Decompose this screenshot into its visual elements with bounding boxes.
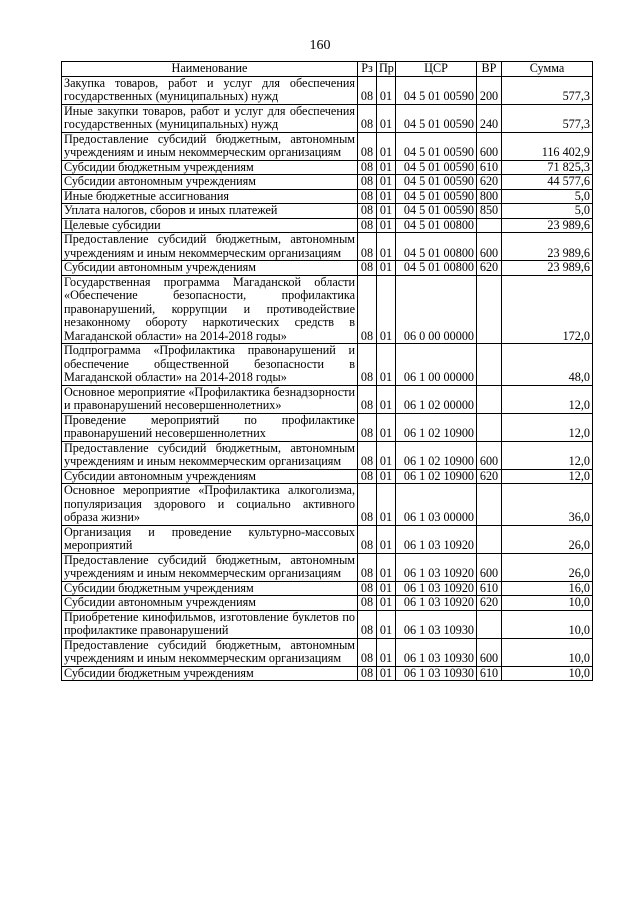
row-vr <box>477 525 502 553</box>
row-vr: 600 <box>477 441 502 469</box>
row-sum: 36,0 <box>502 484 593 526</box>
row-rz: 08 <box>358 610 377 638</box>
row-sum: 577,3 <box>502 76 593 104</box>
row-csr: 06 1 03 10920 <box>396 581 477 596</box>
header-name: Наименование <box>62 62 358 77</box>
header-vr: ВР <box>477 62 502 77</box>
row-csr: 06 1 03 10920 <box>396 596 477 611</box>
row-pr: 01 <box>377 218 396 233</box>
table-row <box>62 385 593 413</box>
row-name: Иные закупки товаров, работ и услуг для обеспечения государственных (муниципальных) нужд <box>62 104 358 132</box>
row-sum: 26,0 <box>502 553 593 581</box>
header-sum: Сумма <box>502 62 593 77</box>
row-csr: 04 5 01 00590 <box>396 175 477 190</box>
row-csr: 06 0 00 00000 <box>396 275 477 344</box>
table-row <box>62 525 593 553</box>
row-name: Предоставление субсидий бюджетным, автономным учреждениям и иным некоммерческим организациям <box>62 233 358 261</box>
row-pr: 01 <box>377 484 396 526</box>
row-pr: 01 <box>377 233 396 261</box>
row-vr <box>477 413 502 441</box>
table-row <box>62 581 593 596</box>
row-sum: 172,0 <box>502 275 593 344</box>
row-vr: 600 <box>477 638 502 666</box>
row-rz: 08 <box>358 218 377 233</box>
row-vr: 620 <box>477 261 502 276</box>
row-pr: 01 <box>377 204 396 219</box>
row-vr: 620 <box>477 469 502 484</box>
table-row <box>62 441 593 469</box>
row-name: Субсидии бюджетным учреждениям <box>62 160 358 175</box>
row-vr <box>477 275 502 344</box>
row-csr: 06 1 03 10920 <box>396 525 477 553</box>
row-sum: 12,0 <box>502 441 593 469</box>
row-csr: 06 1 03 10930 <box>396 666 477 681</box>
row-vr: 800 <box>477 189 502 204</box>
table-row <box>62 344 593 386</box>
row-name: Предоставление субсидий бюджетным, автономным учреждениям и иным некоммерческим организациям <box>62 638 358 666</box>
row-csr: 04 5 01 00800 <box>396 261 477 276</box>
row-csr: 04 5 01 00800 <box>396 233 477 261</box>
table-row <box>62 413 593 441</box>
row-pr: 01 <box>377 175 396 190</box>
row-csr: 04 5 01 00800 <box>396 218 477 233</box>
row-pr: 01 <box>377 581 396 596</box>
row-rz: 08 <box>358 596 377 611</box>
row-vr: 610 <box>477 666 502 681</box>
row-rz: 08 <box>358 160 377 175</box>
row-rz: 08 <box>358 525 377 553</box>
row-pr: 01 <box>377 469 396 484</box>
row-sum: 23 989,6 <box>502 261 593 276</box>
table-row <box>62 553 593 581</box>
row-rz: 08 <box>358 484 377 526</box>
budget-table <box>61 61 593 681</box>
row-name: Государственная программа Магаданской области «Обеспечение безопасности, профилактика правонарушений, коррупции и противодействие незаконному обороту наркотических средств в Магаданской области» на 2014-2018 годы» <box>62 275 358 344</box>
row-csr: 04 5 01 00590 <box>396 132 477 160</box>
row-csr: 06 1 02 10900 <box>396 441 477 469</box>
row-name: Предоставление субсидий бюджетным, автономным учреждениям и иным некоммерческим организациям <box>62 132 358 160</box>
row-csr: 06 1 03 10930 <box>396 638 477 666</box>
row-pr: 01 <box>377 596 396 611</box>
table-body <box>62 76 593 681</box>
row-name: Приобретение кинофильмов, изготовление буклетов по профилактике правонарушений <box>62 610 358 638</box>
row-vr: 240 <box>477 104 502 132</box>
table-row <box>62 204 593 219</box>
row-rz: 08 <box>358 76 377 104</box>
row-name: Основное мероприятие «Профилактика алкоголизма, популяризация здорового и социально активного образа жизни» <box>62 484 358 526</box>
row-name: Субсидии автономным учреждениям <box>62 469 358 484</box>
row-sum: 12,0 <box>502 413 593 441</box>
row-csr: 04 5 01 00590 <box>396 189 477 204</box>
row-vr: 610 <box>477 581 502 596</box>
table-row <box>62 275 593 344</box>
row-vr: 200 <box>477 76 502 104</box>
row-sum: 48,0 <box>502 344 593 386</box>
row-rz: 08 <box>358 581 377 596</box>
row-name: Основное мероприятие «Профилактика безнадзорности и правонарушений несовершеннолетних» <box>62 385 358 413</box>
row-rz: 08 <box>358 175 377 190</box>
row-pr: 01 <box>377 275 396 344</box>
row-name: Субсидии автономным учреждениям <box>62 596 358 611</box>
row-rz: 08 <box>358 441 377 469</box>
row-vr: 600 <box>477 132 502 160</box>
header-csr: ЦСР <box>396 62 477 77</box>
row-pr: 01 <box>377 344 396 386</box>
row-pr: 01 <box>377 610 396 638</box>
row-csr: 06 1 03 10930 <box>396 610 477 638</box>
row-sum: 12,0 <box>502 385 593 413</box>
table-row <box>62 666 593 681</box>
row-rz: 08 <box>358 204 377 219</box>
row-csr: 06 1 02 00000 <box>396 385 477 413</box>
row-sum: 10,0 <box>502 610 593 638</box>
row-rz: 08 <box>358 469 377 484</box>
row-csr: 06 1 03 10920 <box>396 553 477 581</box>
row-csr: 04 5 01 00590 <box>396 76 477 104</box>
row-rz: 08 <box>358 344 377 386</box>
row-sum: 12,0 <box>502 469 593 484</box>
row-sum: 16,0 <box>502 581 593 596</box>
row-pr: 01 <box>377 525 396 553</box>
row-rz: 08 <box>358 638 377 666</box>
row-sum: 23 989,6 <box>502 233 593 261</box>
row-pr: 01 <box>377 441 396 469</box>
header-rz: Рз <box>358 62 377 77</box>
table-row <box>62 76 593 104</box>
row-name: Субсидии автономным учреждениям <box>62 261 358 276</box>
row-sum: 10,0 <box>502 666 593 681</box>
row-sum: 71 825,3 <box>502 160 593 175</box>
row-pr: 01 <box>377 413 396 441</box>
row-name: Иные бюджетные ассигнования <box>62 189 358 204</box>
row-sum: 44 577,6 <box>502 175 593 190</box>
table-row <box>62 104 593 132</box>
row-rz: 08 <box>358 189 377 204</box>
row-csr: 04 5 01 00590 <box>396 160 477 175</box>
row-name: Целевые субсидии <box>62 218 358 233</box>
row-sum: 5,0 <box>502 204 593 219</box>
row-name: Предоставление субсидий бюджетным, автономным учреждениям и иным некоммерческим организациям <box>62 441 358 469</box>
table-row <box>62 175 593 190</box>
row-sum: 10,0 <box>502 638 593 666</box>
row-name: Субсидии бюджетным учреждениям <box>62 666 358 681</box>
table-row <box>62 469 593 484</box>
row-vr <box>477 344 502 386</box>
row-csr: 06 1 03 00000 <box>396 484 477 526</box>
row-vr <box>477 385 502 413</box>
row-name: Субсидии бюджетным учреждениям <box>62 581 358 596</box>
row-pr: 01 <box>377 385 396 413</box>
row-pr: 01 <box>377 553 396 581</box>
row-sum: 577,3 <box>502 104 593 132</box>
row-vr: 620 <box>477 596 502 611</box>
row-pr: 01 <box>377 132 396 160</box>
row-rz: 08 <box>358 261 377 276</box>
row-sum: 5,0 <box>502 189 593 204</box>
row-rz: 08 <box>358 385 377 413</box>
row-vr <box>477 610 502 638</box>
row-vr: 610 <box>477 160 502 175</box>
row-name: Закупка товаров, работ и услуг для обеспечения государственных (муниципальных) нужд <box>62 76 358 104</box>
row-pr: 01 <box>377 160 396 175</box>
row-csr: 06 1 02 10900 <box>396 469 477 484</box>
row-sum: 116 402,9 <box>502 132 593 160</box>
row-rz: 08 <box>358 413 377 441</box>
row-vr: 850 <box>477 204 502 219</box>
row-vr <box>477 218 502 233</box>
table-row <box>62 218 593 233</box>
row-pr: 01 <box>377 76 396 104</box>
table-row <box>62 160 593 175</box>
row-pr: 01 <box>377 666 396 681</box>
row-name: Проведение мероприятий по профилактике правонарушений несовершеннолетних <box>62 413 358 441</box>
row-vr: 620 <box>477 175 502 190</box>
row-csr: 06 1 02 10900 <box>396 413 477 441</box>
row-vr: 600 <box>477 553 502 581</box>
table-row <box>62 596 593 611</box>
table-row <box>62 638 593 666</box>
table-row <box>62 233 593 261</box>
row-rz: 08 <box>358 553 377 581</box>
table-row <box>62 261 593 276</box>
row-vr <box>477 484 502 526</box>
row-rz: 08 <box>358 233 377 261</box>
row-csr: 04 5 01 00590 <box>396 204 477 219</box>
row-sum: 26,0 <box>502 525 593 553</box>
header-pr: Пр <box>377 62 396 77</box>
row-csr: 06 1 00 00000 <box>396 344 477 386</box>
row-name: Организация и проведение культурно-массовых мероприятий <box>62 525 358 553</box>
row-rz: 08 <box>358 275 377 344</box>
row-sum: 23 989,6 <box>502 218 593 233</box>
row-pr: 01 <box>377 638 396 666</box>
page-number: 160 <box>309 38 331 53</box>
table-row <box>62 610 593 638</box>
row-pr: 01 <box>377 189 396 204</box>
table-row <box>62 189 593 204</box>
row-pr: 01 <box>377 104 396 132</box>
row-vr: 600 <box>477 233 502 261</box>
row-rz: 08 <box>358 666 377 681</box>
row-name: Подпрограмма «Профилактика правонарушений и обеспечение общественной безопасности в Магаданской области» на 2014-2018 годы» <box>62 344 358 386</box>
table-row <box>62 484 593 526</box>
row-rz: 08 <box>358 132 377 160</box>
row-csr: 04 5 01 00590 <box>396 104 477 132</box>
row-rz: 08 <box>358 104 377 132</box>
table-row <box>62 132 593 160</box>
table-header-row <box>62 62 593 77</box>
row-pr: 01 <box>377 261 396 276</box>
row-name: Субсидии автономным учреждениям <box>62 175 358 190</box>
row-name: Предоставление субсидий бюджетным, автономным учреждениям и иным некоммерческим организациям <box>62 553 358 581</box>
row-name: Уплата налогов, сборов и иных платежей <box>62 204 358 219</box>
row-sum: 10,0 <box>502 596 593 611</box>
